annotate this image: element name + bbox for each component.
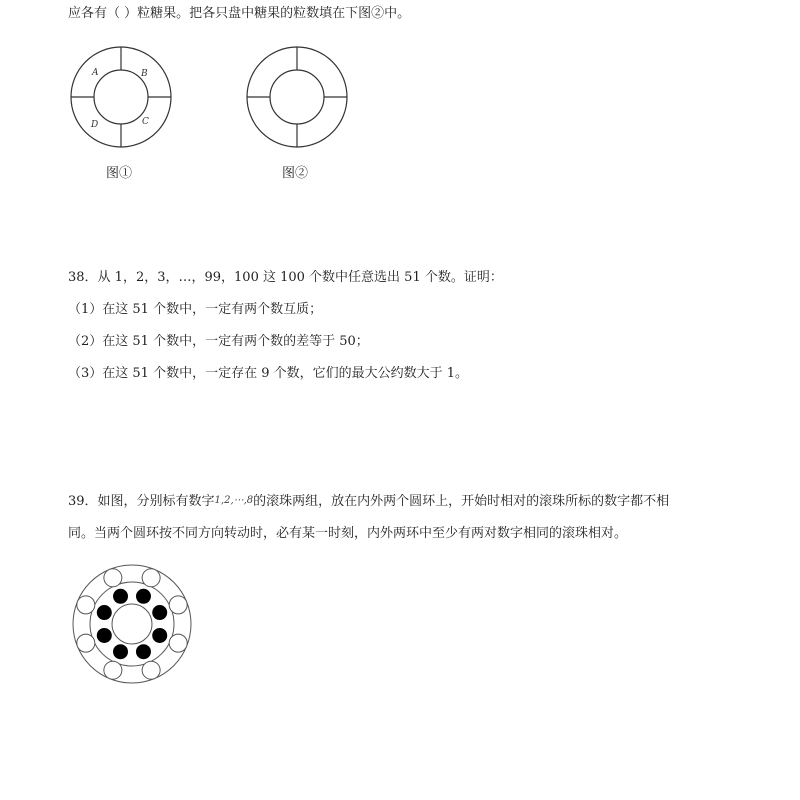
q38-title: 38．从 1，2，3，…，99，100 这 100 个数中任意选出 51 个数。证明：: [68, 270, 503, 285]
inner-ball: [97, 605, 112, 620]
q39-line-1-start: 39．如图，分别标有数字: [68, 494, 215, 509]
q39-line-1: [68, 494, 669, 511]
outer-ball: [104, 569, 122, 587]
figure-2-ring: [244, 44, 350, 154]
outer-ball: [77, 596, 95, 614]
inner-ball: [113, 644, 128, 659]
outer-ball: [142, 661, 160, 679]
q38-item-3: （3）在这 51 个数中，一定存在 9 个数，它们的最大公约数大于 1。: [68, 366, 469, 381]
outer-ball: [77, 634, 95, 652]
inner-ball: [136, 589, 151, 604]
figure-2-caption: 图②: [282, 166, 309, 181]
figure-1-label-d: D: [91, 120, 99, 130]
q37-intro-line: 应各有（ ）粒糖果。把各只盘中糖果的粒数填在下图②中。: [68, 6, 411, 21]
inner-ball: [136, 644, 151, 659]
inner-ball: [97, 628, 112, 643]
q39-line-2: 同。当两个圆环按不同方向转动时，必有某一时刻，内外两环中至少有两对数字相同的滚珠相对。: [68, 526, 628, 541]
outer-ball: [142, 569, 160, 587]
figure-1-ring: [68, 44, 174, 154]
q39-line-1-end: 的滚珠两组，放在内外两个圆环上，开始时相对的滚珠所标的数字都不相: [253, 494, 670, 509]
outer-ball: [104, 661, 122, 679]
inner-ball: [113, 589, 128, 604]
figure-1-label-b: B: [141, 69, 148, 79]
q39-math-range: 1,2,⋯,8: [214, 495, 254, 506]
outer-ball: [169, 634, 187, 652]
inner-ball: [152, 628, 167, 643]
figure-1-label-c: C: [142, 117, 149, 127]
outer-ball: [169, 596, 187, 614]
ball-rings-figure: [70, 562, 194, 690]
q38-item-1: （1）在这 51 个数中，一定有两个数互质；: [68, 302, 323, 317]
q38-item-2: （2）在这 51 个数中，一定有两个数的差等于 50；: [68, 334, 369, 349]
figure-1-caption: 图①: [106, 166, 133, 181]
figure-1-label-a: A: [92, 68, 99, 78]
inner-ball: [152, 605, 167, 620]
